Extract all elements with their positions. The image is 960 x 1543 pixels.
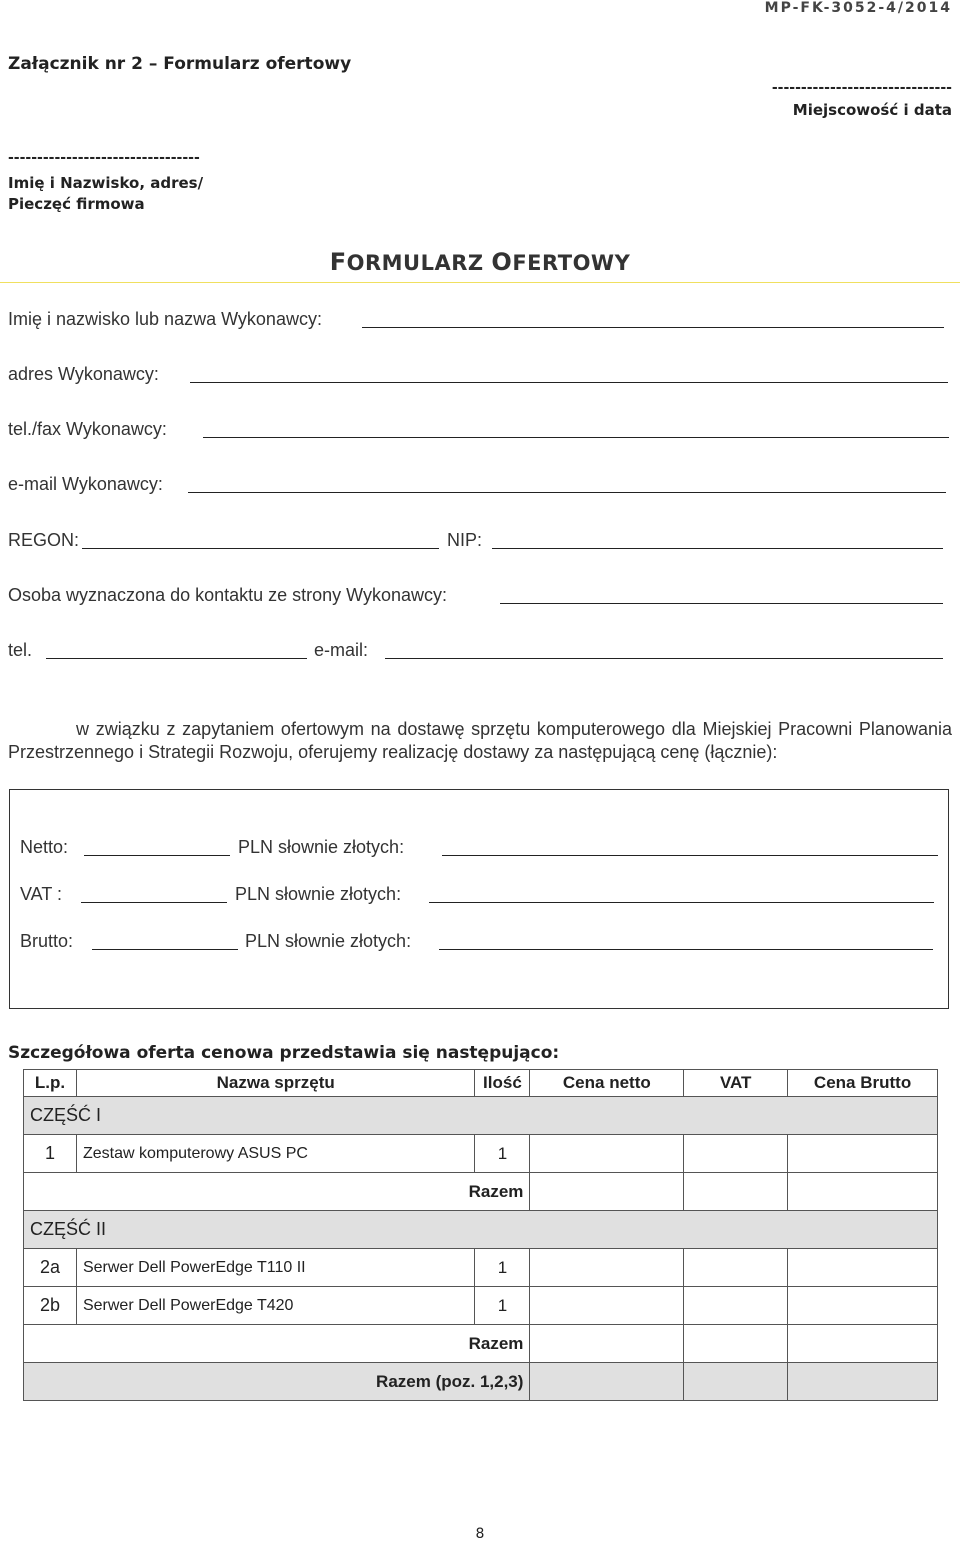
item-number: 2a — [24, 1249, 77, 1287]
contact-phone-label: tel. — [8, 640, 33, 660]
item-number: 1 — [24, 1135, 77, 1173]
nip-label: NIP: — [447, 530, 483, 550]
net-price-cell[interactable] — [530, 1325, 684, 1363]
subtotal-row — [24, 1173, 938, 1211]
gross-price-cell[interactable] — [788, 1173, 938, 1211]
net-price-cell[interactable] — [530, 1173, 684, 1211]
section-label-part2: CZĘŚĆ II — [24, 1211, 938, 1249]
detailed-offer-title: Szczegółowa oferta cenowa przedstawia się następująco: — [8, 1043, 560, 1063]
column-header: Nazwa sprzętu — [76, 1070, 474, 1097]
section-row — [24, 1097, 938, 1135]
contact-phone-field[interactable] — [46, 658, 307, 659]
netto-words-label: PLN słownie złotych: — [238, 837, 405, 857]
place-date-line: ------------------------------- — [771, 80, 952, 96]
contact-person-label: Osoba wyznaczona do kontaktu ze strony Wykonawcy: — [8, 585, 448, 605]
contractor-address-label: adres Wykonawcy: — [8, 364, 159, 384]
vat-cell[interactable] — [684, 1325, 788, 1363]
table-row — [24, 1249, 938, 1287]
netto-label: Netto: — [20, 837, 69, 857]
vat-cell[interactable] — [684, 1135, 788, 1173]
contractor-email-label: e-mail Wykonawcy: — [8, 474, 163, 494]
column-header: Cena Brutto — [788, 1070, 938, 1097]
vat-words-label: PLN słownie złotych: — [235, 884, 402, 904]
contractor-email-field[interactable] — [188, 492, 946, 493]
vat-field[interactable] — [81, 902, 227, 903]
offer-paragraph — [8, 718, 952, 764]
item-number: 2b — [24, 1287, 77, 1325]
grand-total-label: Razem (poz. 1,2,3) — [24, 1363, 530, 1401]
net-price-cell[interactable] — [530, 1249, 684, 1287]
offer-paragraph-text: w związku z zapytaniem ofertowym na dostawę sprzętu komputerowego dla Miejskiej Pracowni Planowania Przestrzennego i Strategii Rozwoju, oferujemy realizację dostawy za następującą cenę (łącznie): — [8, 719, 952, 762]
column-header: Ilość — [475, 1070, 530, 1097]
subtotal-row — [24, 1325, 938, 1363]
title-cap-2: O — [491, 248, 513, 276]
subtotal-label: Razem — [24, 1325, 530, 1363]
contact-email-field[interactable] — [385, 658, 943, 659]
net-price-total-cell[interactable] — [530, 1363, 684, 1401]
regon-label: REGON: — [8, 530, 80, 550]
brutto-label: Brutto: — [20, 931, 74, 951]
item-quantity: 1 — [475, 1287, 530, 1325]
column-header: L.p. — [24, 1070, 77, 1097]
gross-price-total-cell[interactable] — [788, 1363, 938, 1401]
vat-words-field[interactable] — [429, 902, 934, 903]
regon-field[interactable] — [82, 548, 439, 549]
price-summary-box — [9, 789, 949, 1009]
vat-cell[interactable] — [684, 1287, 788, 1325]
item-quantity: 1 — [475, 1135, 530, 1173]
vat-label: VAT : — [20, 884, 63, 904]
vat-total-cell[interactable] — [684, 1363, 788, 1401]
net-price-cell[interactable] — [530, 1287, 684, 1325]
contractor-name-field[interactable] — [362, 327, 944, 328]
title-divider — [0, 282, 960, 283]
table-row — [24, 1287, 938, 1325]
annex-title: Załącznik nr 2 – Formularz ofertowy — [8, 54, 352, 74]
item-name: Serwer Dell PowerEdge T110 II — [76, 1249, 474, 1287]
brutto-words-field[interactable] — [439, 949, 933, 950]
table-header-row — [24, 1070, 938, 1097]
gross-price-cell[interactable] — [788, 1325, 938, 1363]
document-reference: MP-FK-3052-4/2014 — [764, 0, 952, 16]
contractor-name-label: Imię i nazwisko lub nazwa Wykonawcy: — [8, 309, 322, 329]
contractor-phone-label: tel./fax Wykonawcy: — [8, 419, 167, 439]
place-date-label: Miejscowość i data — [792, 101, 952, 119]
contractor-address-field[interactable] — [190, 382, 948, 383]
item-name: Zestaw komputerowy ASUS PC — [76, 1135, 474, 1173]
section-label-part1: CZĘŚĆ I — [24, 1097, 938, 1135]
contractor-phone-field[interactable] — [203, 437, 949, 438]
subtotal-label: Razem — [24, 1173, 530, 1211]
brutto-field[interactable] — [92, 949, 238, 950]
name-label-line1: Imię i Nazwisko, adres/ — [8, 174, 204, 192]
net-price-cell[interactable] — [530, 1135, 684, 1173]
gross-price-cell[interactable] — [788, 1249, 938, 1287]
netto-words-field[interactable] — [442, 855, 938, 856]
contact-email-label: e-mail: — [314, 640, 369, 660]
nip-field[interactable] — [492, 548, 943, 549]
name-label-line2: Pieczęć firmowa — [8, 195, 145, 213]
name-address-label — [8, 173, 203, 215]
title-rest-2: FERTOWY — [512, 251, 631, 275]
section-row — [24, 1211, 938, 1249]
page-number: 8 — [475, 1526, 485, 1542]
vat-cell[interactable] — [684, 1173, 788, 1211]
netto-field[interactable] — [84, 855, 230, 856]
grand-total-row — [24, 1363, 938, 1401]
title-rest-1: ORMULARZ — [346, 251, 484, 275]
column-header: VAT — [684, 1070, 788, 1097]
title-cap-1: F — [329, 248, 347, 276]
table-row — [24, 1135, 938, 1173]
form-title — [0, 248, 960, 276]
brutto-words-label: PLN słownie złotych: — [245, 931, 412, 951]
name-address-line: --------------------------------- — [8, 150, 200, 166]
gross-price-cell[interactable] — [788, 1287, 938, 1325]
price-offer-table — [23, 1069, 938, 1401]
column-header: Cena netto — [530, 1070, 684, 1097]
item-name: Serwer Dell PowerEdge T420 — [76, 1287, 474, 1325]
item-quantity: 1 — [475, 1249, 530, 1287]
vat-cell[interactable] — [684, 1249, 788, 1287]
contact-person-field[interactable] — [500, 603, 943, 604]
gross-price-cell[interactable] — [788, 1135, 938, 1173]
